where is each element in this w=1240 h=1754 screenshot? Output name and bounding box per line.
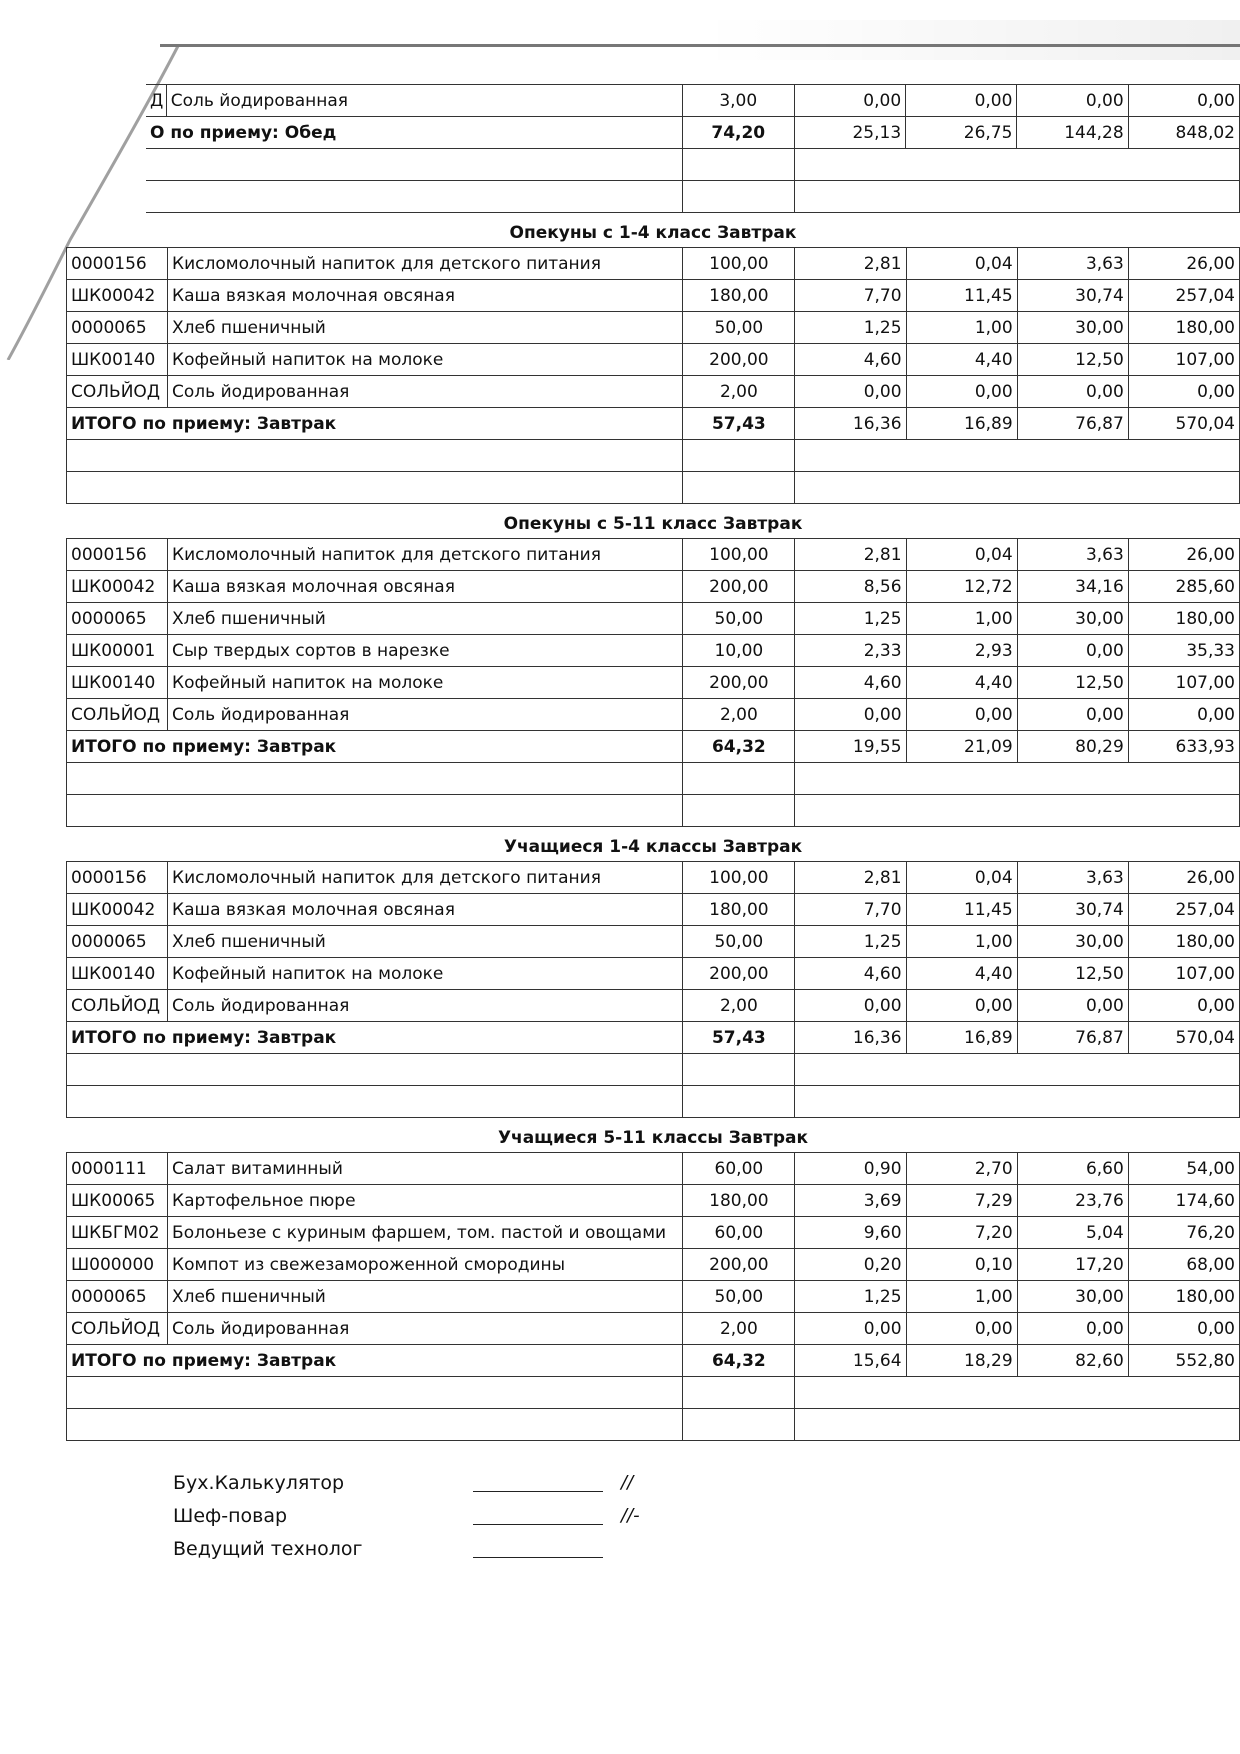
signature-line[interactable] [473,1473,603,1492]
carbs-cell: 12,50 [1017,667,1128,699]
protein-cell: 2,81 [795,539,906,571]
fat-cell: 4,40 [906,344,1017,376]
kcal-cell: 26,00 [1128,248,1239,280]
section-table [66,538,1240,827]
portion-cell: 100,00 [683,539,795,571]
carbs-cell: 30,74 [1017,894,1128,926]
signature-line[interactable] [473,1506,603,1525]
signature-mark: //- [621,1505,640,1526]
total-row [67,731,1240,763]
table-row [67,635,1240,667]
kcal-cell: 180,00 [1128,926,1239,958]
protein-cell: 0,00 [795,699,906,731]
kcal-cell: 174,60 [1128,1185,1239,1217]
portion-cell: 200,00 [683,958,795,990]
dish-code: 0000065 [67,1281,168,1313]
carbs-cell: 17,20 [1017,1249,1128,1281]
fat-cell: 11,45 [906,280,1017,312]
total-label: ИТОГО по приему: Завтрак [67,1345,683,1377]
total-label: ИТОГО по приему: Завтрак [67,408,683,440]
dish-name: Соль йодированная [166,85,682,117]
carbs-cell: 0,00 [1017,85,1128,117]
blank-row [67,1409,1240,1441]
fat-cell: 4,40 [906,958,1017,990]
table-row [67,376,1240,408]
dish-name: Соль йодированная [168,376,683,408]
fat-cell: 0,00 [906,699,1017,731]
dish-name: Салат витаминный [168,1153,683,1185]
fat-cell: 0,00 [906,376,1017,408]
table-row [67,667,1240,699]
dish-name: Кисломолочный напиток для детского питания [168,248,683,280]
kcal-cell: 180,00 [1128,312,1239,344]
signature-role: Ведущий технолог [173,1537,363,1560]
protein-cell: 4,60 [795,667,906,699]
carbs-cell: 0,00 [1017,699,1128,731]
portion-cell: 50,00 [683,926,795,958]
fat-cell: 0,00 [906,990,1017,1022]
portion-cell: 10,00 [683,635,795,667]
total-carbs: 76,87 [1017,408,1128,440]
kcal-cell: 180,00 [1128,603,1239,635]
total-label: О по приему: Обед [146,117,682,149]
dish-code: ШК00140 [67,958,168,990]
dish-name: Соль йодированная [168,990,683,1022]
protein-cell: 0,00 [795,990,906,1022]
table-row [67,1249,1240,1281]
table-row [67,1185,1240,1217]
total-fat: 16,89 [906,1022,1017,1054]
dish-code: 0000156 [67,862,168,894]
carbs-cell: 3,63 [1017,248,1128,280]
signature-role: Шеф-повар [173,1504,288,1527]
section-title: Опекуны с 5-11 класс Завтрак [503,514,803,534]
portion-cell: 50,00 [683,1281,795,1313]
scan-shadow [700,20,1240,60]
portion-cell: 2,00 [683,699,795,731]
dish-code: ШКБГМ02 [67,1217,168,1249]
dish-name: Каша вязкая молочная овсяная [168,280,683,312]
fat-cell: 7,29 [906,1185,1017,1217]
dish-code: ШК00140 [67,344,168,376]
portion-cell: 50,00 [683,312,795,344]
carbs-cell: 3,63 [1017,539,1128,571]
table-row [67,280,1240,312]
carbs-cell: 30,74 [1017,280,1128,312]
signature-mark: // [621,1472,634,1493]
total-fat: 26,75 [906,117,1017,149]
total-label: ИТОГО по приему: Завтрак [67,731,683,763]
protein-cell: 0,20 [795,1249,906,1281]
dish-code: Д [146,85,166,117]
protein-cell: 0,00 [795,1313,906,1345]
dish-code: СОЛЬЙОД [67,376,168,408]
table-row [67,1313,1240,1345]
fat-cell: 1,00 [906,312,1017,344]
dish-name: Хлеб пшеничный [168,926,683,958]
blank-row [67,1377,1240,1409]
dish-name: Хлеб пшеничный [168,1281,683,1313]
dish-name: Соль йодированная [168,699,683,731]
total-kcal: 633,93 [1128,731,1239,763]
dish-code: ШК00042 [67,280,168,312]
total-fat: 18,29 [906,1345,1017,1377]
table-row [67,344,1240,376]
carbs-cell: 34,16 [1017,571,1128,603]
fat-cell: 2,70 [906,1153,1017,1185]
table-row [67,862,1240,894]
carbs-cell: 0,00 [1017,990,1128,1022]
dish-code: Ш000000 [67,1249,168,1281]
carbs-cell: 0,00 [1017,376,1128,408]
dish-code: 0000065 [67,312,168,344]
dish-name: Хлеб пшеничный [168,603,683,635]
table-row [67,1217,1240,1249]
portion-cell: 180,00 [683,280,795,312]
protein-cell: 0,00 [794,85,905,117]
portion-cell: 100,00 [683,248,795,280]
carbs-cell: 0,00 [1017,635,1128,667]
total-label: ИТОГО по приему: Завтрак [67,1022,683,1054]
blank-row [67,795,1240,827]
dish-name: Кофейный напиток на молоке [168,667,683,699]
kcal-cell: 257,04 [1128,280,1239,312]
blank-row [146,149,1240,181]
kcal-cell: 285,60 [1128,571,1239,603]
fat-cell: 0,00 [906,1313,1017,1345]
portion-cell: 200,00 [683,667,795,699]
blank-row [67,1086,1240,1118]
kcal-cell: 0,00 [1128,699,1239,731]
dish-code: ШК00042 [67,894,168,926]
fat-cell: 4,40 [906,667,1017,699]
total-carbs: 80,29 [1017,731,1128,763]
total-kcal: 570,04 [1128,408,1239,440]
kcal-cell: 107,00 [1128,344,1239,376]
section-table [66,247,1240,504]
blank-row [146,181,1240,213]
signature-role: Бух.Калькулятор [173,1471,345,1494]
signature-row [173,1466,640,1499]
protein-cell: 1,25 [795,603,906,635]
total-row [67,408,1240,440]
fat-cell: 0,04 [906,862,1017,894]
total-fat: 21,09 [906,731,1017,763]
total-portion: 64,32 [683,731,795,763]
signature-row [173,1499,640,1532]
dish-code: 0000065 [67,603,168,635]
dish-name: Каша вязкая молочная овсяная [168,894,683,926]
protein-cell: 4,60 [795,344,906,376]
protein-cell: 2,81 [795,248,906,280]
portion-cell: 180,00 [683,1185,795,1217]
dish-name: Соль йодированная [168,1313,683,1345]
dish-code: СОЛЬЙОД [67,699,168,731]
carbs-cell: 30,00 [1017,603,1128,635]
fat-cell: 0,04 [906,539,1017,571]
fat-cell: 2,93 [906,635,1017,667]
dish-name: Кофейный напиток на молоке [168,958,683,990]
total-fat: 16,89 [906,408,1017,440]
dish-code: ШК00065 [67,1185,168,1217]
kcal-cell: 107,00 [1128,958,1239,990]
total-portion: 64,32 [683,1345,795,1377]
dish-code: ШК00001 [67,635,168,667]
dish-code: 0000065 [67,926,168,958]
carbs-cell: 12,50 [1017,344,1128,376]
protein-cell: 8,56 [795,571,906,603]
total-protein: 25,13 [794,117,905,149]
signature-row [173,1532,640,1565]
fat-cell: 0,04 [906,248,1017,280]
portion-cell: 2,00 [683,376,795,408]
section-table [66,861,1240,1118]
kcal-cell: 68,00 [1128,1249,1239,1281]
lunch-table-fragment [146,84,1240,213]
blank-row [67,440,1240,472]
portion-cell: 2,00 [683,1313,795,1345]
dish-name: Болоньезе с куриным фаршем, том. пастой и овощами [168,1217,683,1249]
total-portion: 57,43 [683,1022,795,1054]
table-row [67,894,1240,926]
portion-cell: 200,00 [683,1249,795,1281]
protein-cell: 0,00 [795,376,906,408]
fat-cell: 1,00 [906,603,1017,635]
table-row [146,85,1240,117]
kcal-cell: 0,00 [1128,1313,1239,1345]
carbs-cell: 30,00 [1017,312,1128,344]
dish-code: СОЛЬЙОД [67,1313,168,1345]
section-title: Учащиеся 5-11 классы Завтрак [497,1128,809,1148]
portion-cell: 180,00 [683,894,795,926]
kcal-cell: 76,20 [1128,1217,1239,1249]
protein-cell: 1,25 [795,312,906,344]
dish-name: Кисломолочный напиток для детского питания [168,862,683,894]
total-row [67,1345,1240,1377]
total-portion: 74,20 [682,117,794,149]
table-row [67,699,1240,731]
carbs-cell: 0,00 [1017,1313,1128,1345]
protein-cell: 4,60 [795,958,906,990]
table-row [67,926,1240,958]
table-row [67,1153,1240,1185]
carbs-cell: 30,00 [1017,1281,1128,1313]
dish-code: 0000156 [67,539,168,571]
total-protein: 19,55 [795,731,906,763]
portion-cell: 100,00 [683,862,795,894]
dish-code: СОЛЬЙОД [67,990,168,1022]
fat-cell: 12,72 [906,571,1017,603]
fat-cell: 1,00 [906,1281,1017,1313]
dish-code: 0000156 [67,248,168,280]
table-row [67,312,1240,344]
kcal-cell: 0,00 [1128,990,1239,1022]
table-row [67,1281,1240,1313]
protein-cell: 1,25 [795,926,906,958]
table-row [67,958,1240,990]
table-row [67,990,1240,1022]
dish-code: ШК00140 [67,667,168,699]
kcal-cell: 107,00 [1128,667,1239,699]
fat-cell: 7,20 [906,1217,1017,1249]
blank-row [67,472,1240,504]
kcal-cell: 54,00 [1128,1153,1239,1185]
carbs-cell: 6,60 [1017,1153,1128,1185]
total-row [67,1022,1240,1054]
portion-cell: 60,00 [683,1217,795,1249]
dish-code: ШК00042 [67,571,168,603]
total-carbs: 82,60 [1017,1345,1128,1377]
kcal-cell: 0,00 [1128,85,1239,117]
protein-cell: 2,81 [795,862,906,894]
table-row [67,539,1240,571]
portion-cell: 2,00 [683,990,795,1022]
blank-row [67,1054,1240,1086]
total-kcal: 552,80 [1128,1345,1239,1377]
portion-cell: 200,00 [683,571,795,603]
dish-name: Хлеб пшеничный [168,312,683,344]
blank-row [67,763,1240,795]
total-row [146,117,1240,149]
dish-code: 0000111 [67,1153,168,1185]
total-protein: 16,36 [795,408,906,440]
page-top-edge [160,44,1240,47]
table-row [67,603,1240,635]
protein-cell: 7,70 [795,280,906,312]
protein-cell: 3,69 [795,1185,906,1217]
carbs-cell: 12,50 [1017,958,1128,990]
dish-name: Каша вязкая молочная овсяная [168,571,683,603]
kcal-cell: 0,00 [1128,376,1239,408]
dish-name: Кисломолочный напиток для детского питания [168,539,683,571]
protein-cell: 7,70 [795,894,906,926]
previous-section-fragment [146,84,1240,213]
portion-cell: 3,00 [682,85,794,117]
total-portion: 57,43 [683,408,795,440]
fat-cell: 1,00 [906,926,1017,958]
dish-name: Кофейный напиток на молоке [168,344,683,376]
dish-name: Картофельное пюре [168,1185,683,1217]
portion-cell: 50,00 [683,603,795,635]
total-protein: 15,64 [795,1345,906,1377]
total-kcal: 570,04 [1128,1022,1239,1054]
menu-document [66,84,1240,1441]
carbs-cell: 23,76 [1017,1185,1128,1217]
carbs-cell: 3,63 [1017,862,1128,894]
protein-cell: 1,25 [795,1281,906,1313]
portion-cell: 200,00 [683,344,795,376]
kcal-cell: 257,04 [1128,894,1239,926]
kcal-cell: 180,00 [1128,1281,1239,1313]
fat-cell: 0,10 [906,1249,1017,1281]
carbs-cell: 5,04 [1017,1217,1128,1249]
total-carbs: 76,87 [1017,1022,1128,1054]
dish-name: Компот из свежезамороженной смородины [168,1249,683,1281]
kcal-cell: 35,33 [1128,635,1239,667]
protein-cell: 0,90 [795,1153,906,1185]
carbs-cell: 30,00 [1017,926,1128,958]
total-carbs: 144,28 [1017,117,1128,149]
total-kcal: 848,02 [1128,117,1239,149]
total-protein: 16,36 [795,1022,906,1054]
signature-block [173,1466,640,1565]
kcal-cell: 26,00 [1128,862,1239,894]
section-table [66,1152,1240,1441]
kcal-cell: 26,00 [1128,539,1239,571]
fat-cell: 11,45 [906,894,1017,926]
dish-name: Сыр твердых сортов в нарезке [168,635,683,667]
section-title: Учащиеся 1-4 классы Завтрак [503,837,803,857]
table-row [67,248,1240,280]
protein-cell: 9,60 [795,1217,906,1249]
signature-line[interactable] [473,1539,603,1558]
protein-cell: 2,33 [795,635,906,667]
fat-cell: 0,00 [906,85,1017,117]
table-row [67,571,1240,603]
portion-cell: 60,00 [683,1153,795,1185]
section-title: Опекуны с 1-4 класс Завтрак [509,223,797,243]
